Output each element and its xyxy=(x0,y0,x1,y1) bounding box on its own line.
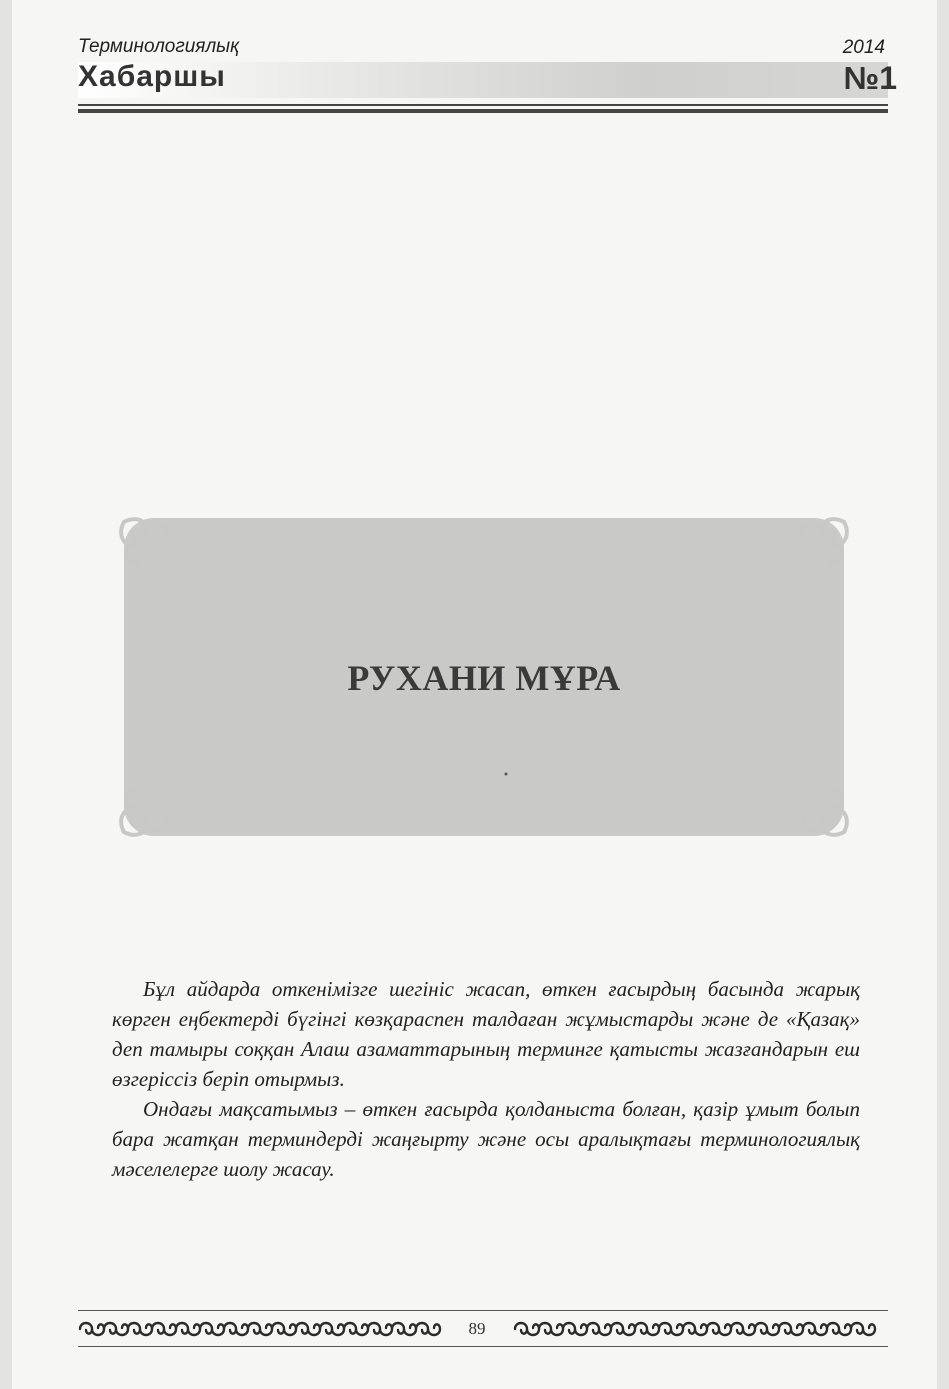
ornament-border-left-icon xyxy=(78,1318,448,1340)
journal-name-line2: Хабаршы xyxy=(78,60,226,93)
header-rule-thick xyxy=(78,109,888,113)
intro-paragraph-2: Ондағы мақсатымыз – өткен ғасырда қолданыста болған, қазір ұмыт болып бара жатқан терминдерді жаңғырту және осы аралықтағы терминологиялық мәселелерге шолу жасау. xyxy=(112,1097,860,1181)
issue-number: №1 xyxy=(843,60,897,96)
footer-rule-bottom xyxy=(78,1346,888,1347)
page-number: 89 xyxy=(468,1319,486,1338)
intro-paragraph-1: Бұл айдарда откенімізге шегініс жасап, өткен ғасырдың басында жарық көрген еңбектерді бүгінгі көзқараспен талдаған жұмыстарды және де «Қазақ» деп тамыры соққан Алаш азаматтарының терминге қатысты жазғандарын еш өзгеріссіз беріп отырмыз. xyxy=(112,977,860,1091)
header-rule-thin xyxy=(78,104,888,106)
journal-page xyxy=(12,0,937,1389)
ornament-border-right-icon xyxy=(508,1318,888,1340)
section-title: РУХАНИ МҰРА xyxy=(347,658,621,698)
footer-rule-top xyxy=(78,1310,888,1311)
journal-year: 2014 xyxy=(842,37,885,58)
section-banner xyxy=(114,512,854,842)
journal-name-line1: Терминологиялық xyxy=(78,36,240,57)
